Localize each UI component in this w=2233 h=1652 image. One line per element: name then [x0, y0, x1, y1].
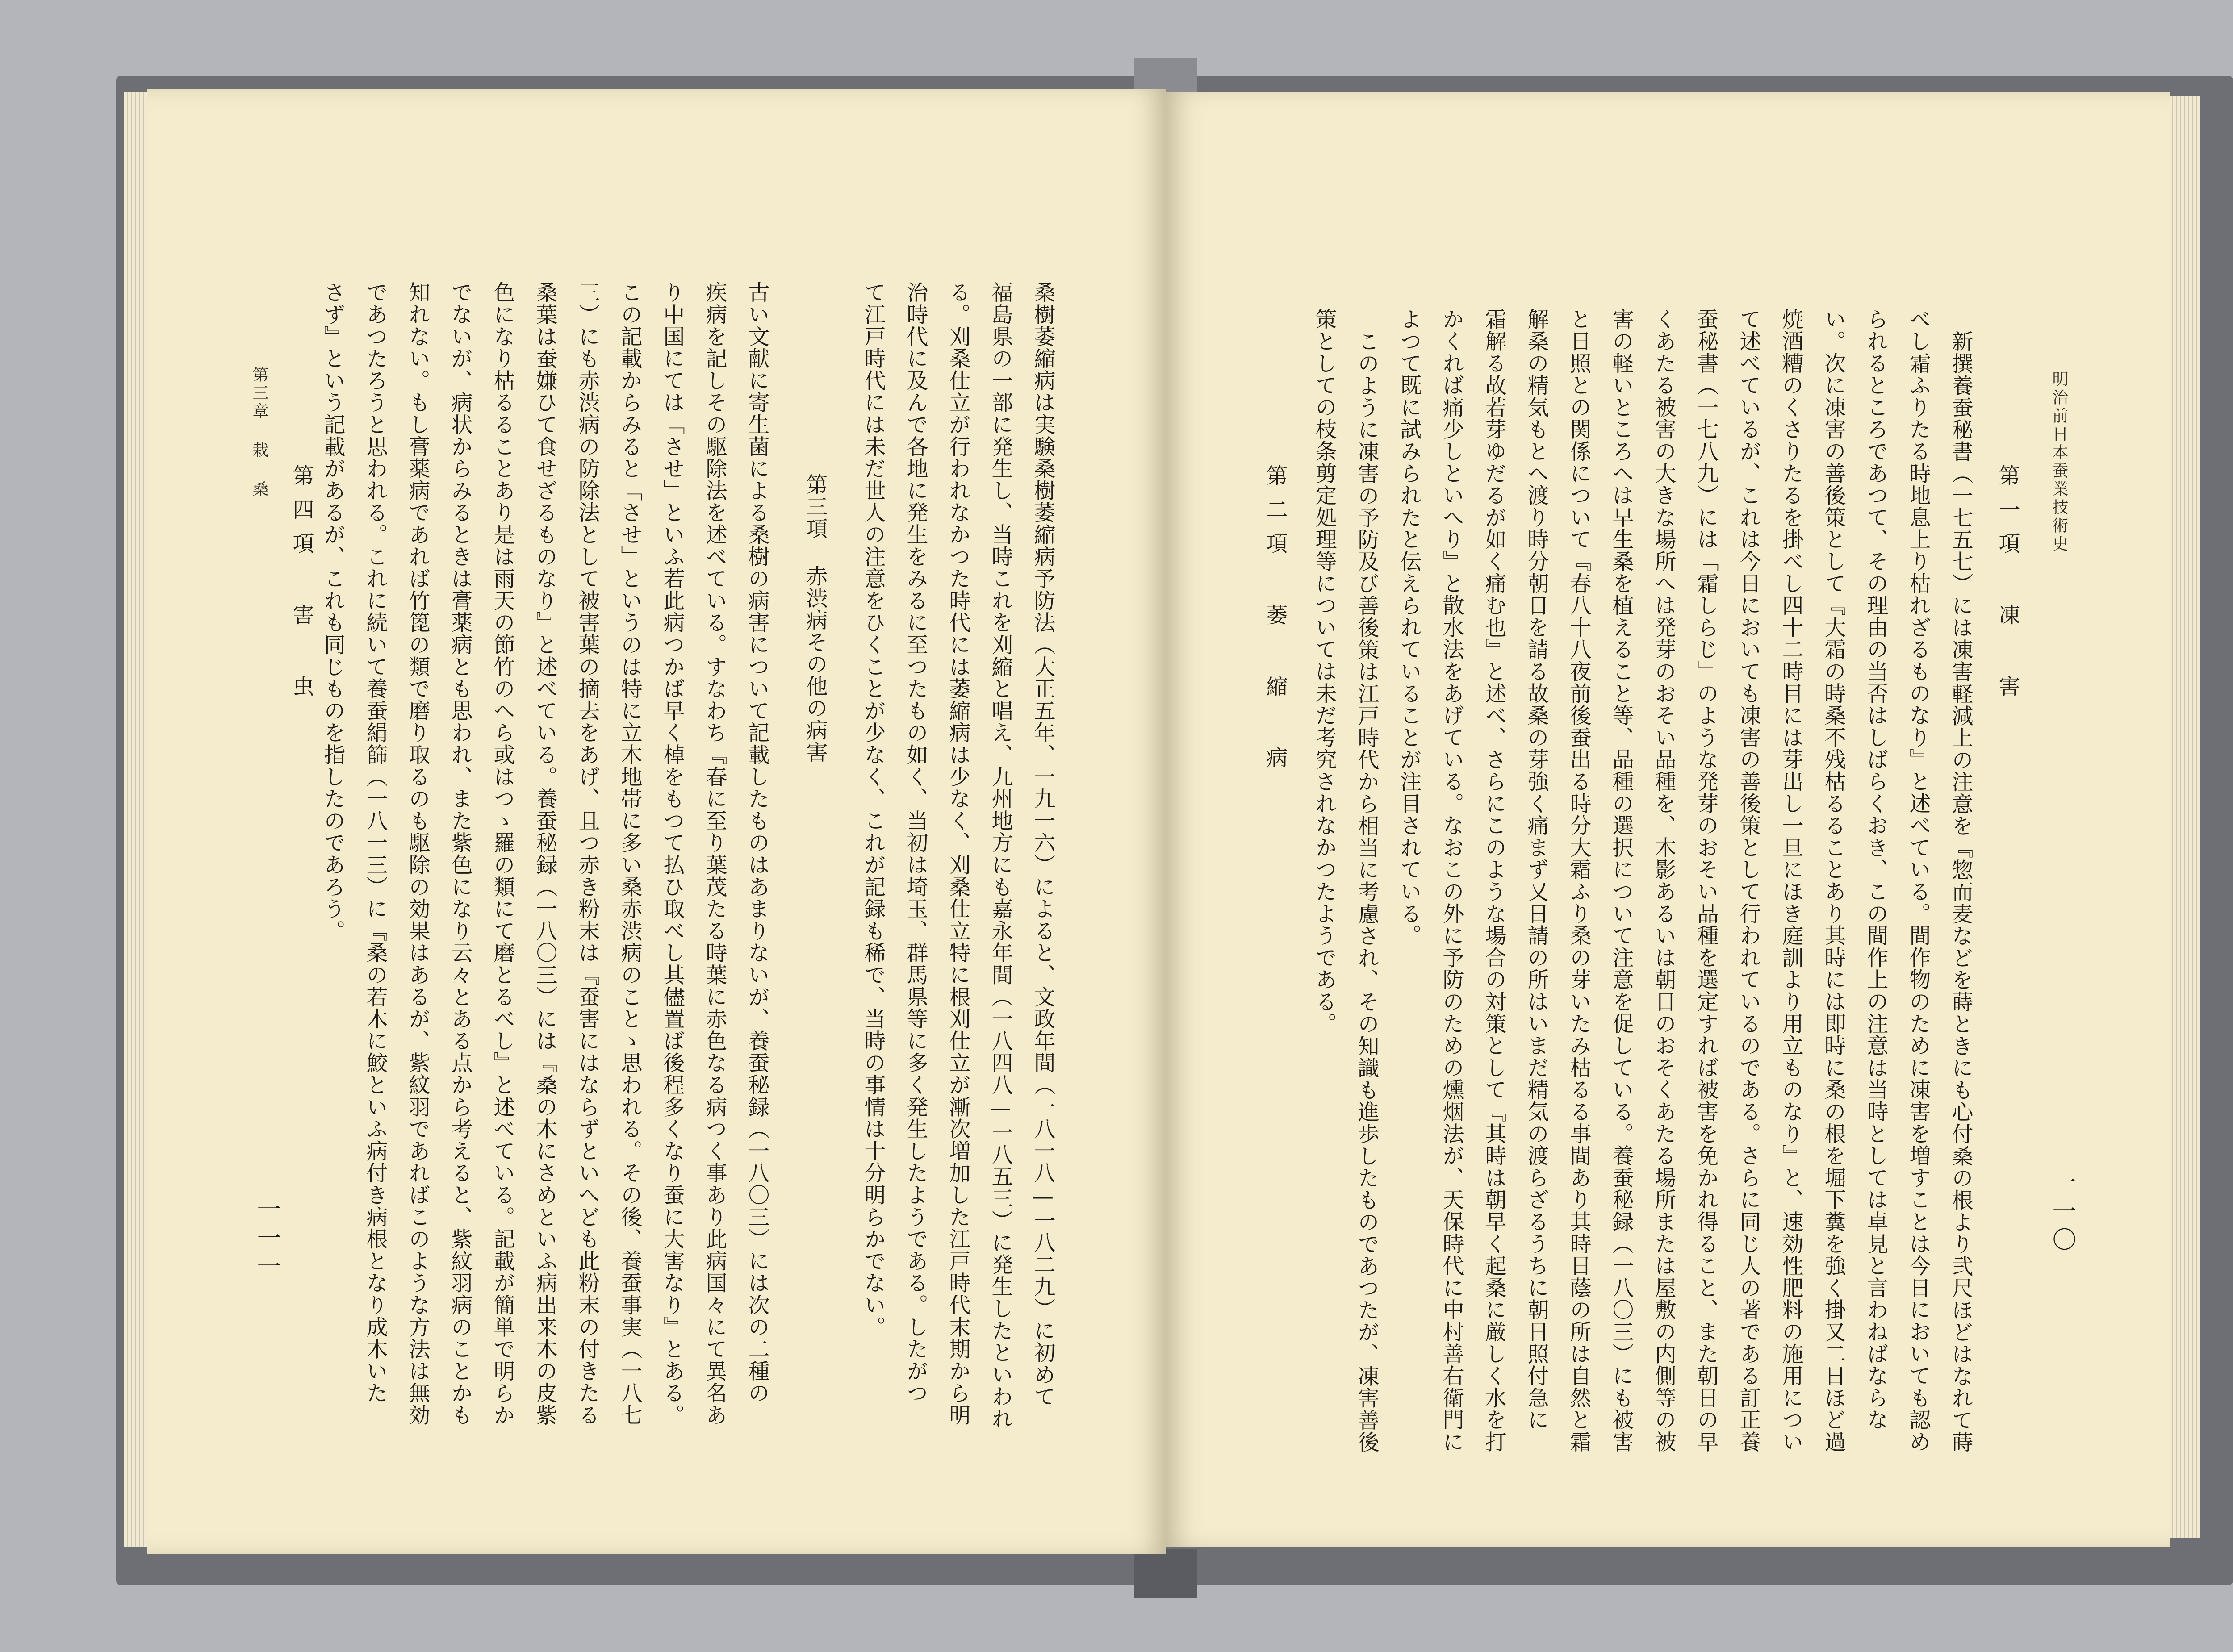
body-line: り中国にては「させ」といふ若此病つかば早く棹をもつて払ひ取べし其儘置ば後程多くなり蚕に大害なり』とある。 — [660, 281, 685, 1426]
body-line: 知れない。もし膏薬病であれば竹箆の類で磨り取るのも駆除の効果はあるが、紫紋羽であればこのような方法は無効 — [405, 281, 430, 1426]
left-page — [147, 89, 1166, 1554]
body-line: 古い文献に寄生菌による桑樹の病害について記載したものはあまりないが、養蚕秘録（一八〇三）には次の二種の — [744, 281, 769, 1404]
body-line: 三）にも赤渋病の防除法として被害葉の摘去をあげ、且つ赤き粉末は『蚕害にはならずといへども此粉末の付きたる — [575, 281, 600, 1426]
body-line: さず』という記載があるが、これも同じものを指したのであろう。 — [320, 281, 345, 942]
body-line: て江戸時代には未だ世人の注意をひくことが少なく、これが記録も稀で、当時の事情は十分明らかでない。 — [861, 281, 886, 1338]
page-number-right: 一一〇 — [2049, 1170, 2077, 1256]
section-heading: 第二項 萎 縮 病 — [1263, 464, 1288, 780]
body-line: 蚕秘書（一七八九）には「霜しらじ」のような発芽のおそい品種を選定すれば被害を免かれ得ること、また朝日の早 — [1694, 308, 1719, 1453]
page-edges-right — [2168, 96, 2200, 1538]
body-line: 福島県の一部に発生し、当時これを刈縮と唱え、九州地方にも嘉永年間（一八四八—一八五三）に発生したといわれ — [988, 281, 1013, 1430]
body-line: 新撰養蚕秘書（一七五七）には凍害軽減上の注意を『惣而麦などを蒔ときにも心付桑の根より弐尺ほどはなれて蒔 — [1948, 330, 1973, 1453]
body-line: くあたる被害の大きな場所へは発芽のおそい品種を、木影あるいは朝日のおそくあたる場所または屋敷の内側等の被 — [1651, 308, 1676, 1453]
body-line: る。刈桑仕立が行われなかつた時代には萎縮病は少なく、刈桑仕立特に根刈仕立が漸次増加した江戸時代末期から明 — [945, 281, 970, 1426]
body-line: 解桑の精気もとへ渡り時分朝日を請る故桑の芽強く痛まず又日請の所はいまだ精気の渡らざるうちに朝日照付急に — [1524, 308, 1549, 1431]
body-line: と日照との関係について『春八十八夜前後蚕出る時分大霜ふり桑の芽いたみ枯るる事間あり其時日蔭の所は自然と霜 — [1566, 308, 1591, 1453]
body-line: でないが、病状からみるときは膏薬病とも思われ、また紫色になり云々とある点から考えると、紫紋羽病のことかも — [447, 281, 473, 1426]
next-section-heading: 第四項 害 虫 — [289, 464, 314, 709]
body-line: であつたろうと思われる。これに続いて養蚕絹篩（一八一三）に『桑の若木に鮫といふ病付き病根となり成木いた — [363, 281, 388, 1404]
body-line: 害の軽いところへは早生桑を植えること等、品種の選択について注意を促している。養蚕秘録（一八〇三）にも被害 — [1609, 308, 1634, 1453]
body-line: い。次に凍害の善後策として『大霜の時桑不残枯るることあり其時には即時に桑の根を堀下糞を強く掛又二日ほど過 — [1821, 308, 1846, 1453]
page-number-left: 一一一 — [253, 1197, 281, 1282]
page-edges-left — [124, 92, 151, 1547]
section-heading: 第三項 赤渋病その他の病害 — [803, 473, 828, 763]
body-line: 色になり枯るることあり是は雨天の節竹のへら或はつゝ羅の類にて磨とるべし』と述べている。記載が簡単で明らか — [490, 281, 515, 1426]
body-line: よつて既に試みられたと伝えられていることが注目されている。 — [1397, 308, 1422, 947]
body-line: この記載からみると「させ」というのは特に立木地帯に多い桑赤渋病のことゝ思われる。その後、養蚕事実（一八七 — [617, 281, 642, 1426]
body-line: 霜解る故若芽ゆだるが如く痛む也』と述べ、さらにこのような場合の対策として『其時は朝早く起桑に厳しく水を打 — [1481, 308, 1506, 1453]
body-line: 治時代に及んで各地に発生をみるに至つたもの如く、当初は埼玉、群馬県等に多く発生したようである。したがつ — [903, 281, 928, 1404]
chapter-footer: 第三章 栽 桑 — [250, 366, 268, 499]
running-head: 明治前日本蚕業技術史 — [2050, 371, 2068, 554]
body-line: 焼酒糟のくさりたるを掛べし四十二時目には芽出し一旦にほき庭訓より用立ものなり』と、速効性肥料の施用につい — [1778, 308, 1803, 1453]
body-line: られるところであつて、その理由の当否はしばらくおき、この間作上の注意は当時としては卓見と言わねばならな — [1863, 308, 1888, 1431]
body-line: このように凍害の予防及び善後策は江戸時代から相当に考慮され、その知識も進歩したものであつたが、凍害善後 — [1354, 330, 1379, 1453]
body-line: かくれば痛少しといへり』と散水法をあげている。なおこの外に予防のための燻烟法が、天保時代に中村善右衛門に — [1439, 308, 1464, 1453]
body-line: 桑樹萎縮病は実験桑樹萎縮病予防法（大正五年、一九一六）によると、文政年間（一八一八—一八二九）に初めて — [1030, 281, 1055, 1408]
spine-bottom — [1134, 1549, 1197, 1598]
body-line: 疾病を記しその駆除法を述べている。すなわち『春に至り葉茂たる時葉に赤色なる病つく事あり此病国々にて異名あ — [702, 281, 727, 1426]
body-line: 策としての枝条剪定処理等については未だ考究されなかつたようである。 — [1312, 308, 1337, 1035]
body-line: べし霜ふりたる時地息上り枯れざるものなり』と述べている。間作物のために凍害を増すことは今日においても認め — [1906, 308, 1931, 1453]
body-line: て述べているが、これは今日においても凍害の善後策として行われているのである。さらに同じ人の著である訂正養 — [1736, 308, 1761, 1453]
body-line: 桑葉は蚕嫌ひて食せざるものなり』と述べている。養蚕秘録（一八〇三）には『桑の木にさめといふ病出来木の皮紫 — [532, 281, 557, 1426]
section-heading: 第一項 凍 害 — [1995, 464, 2020, 709]
